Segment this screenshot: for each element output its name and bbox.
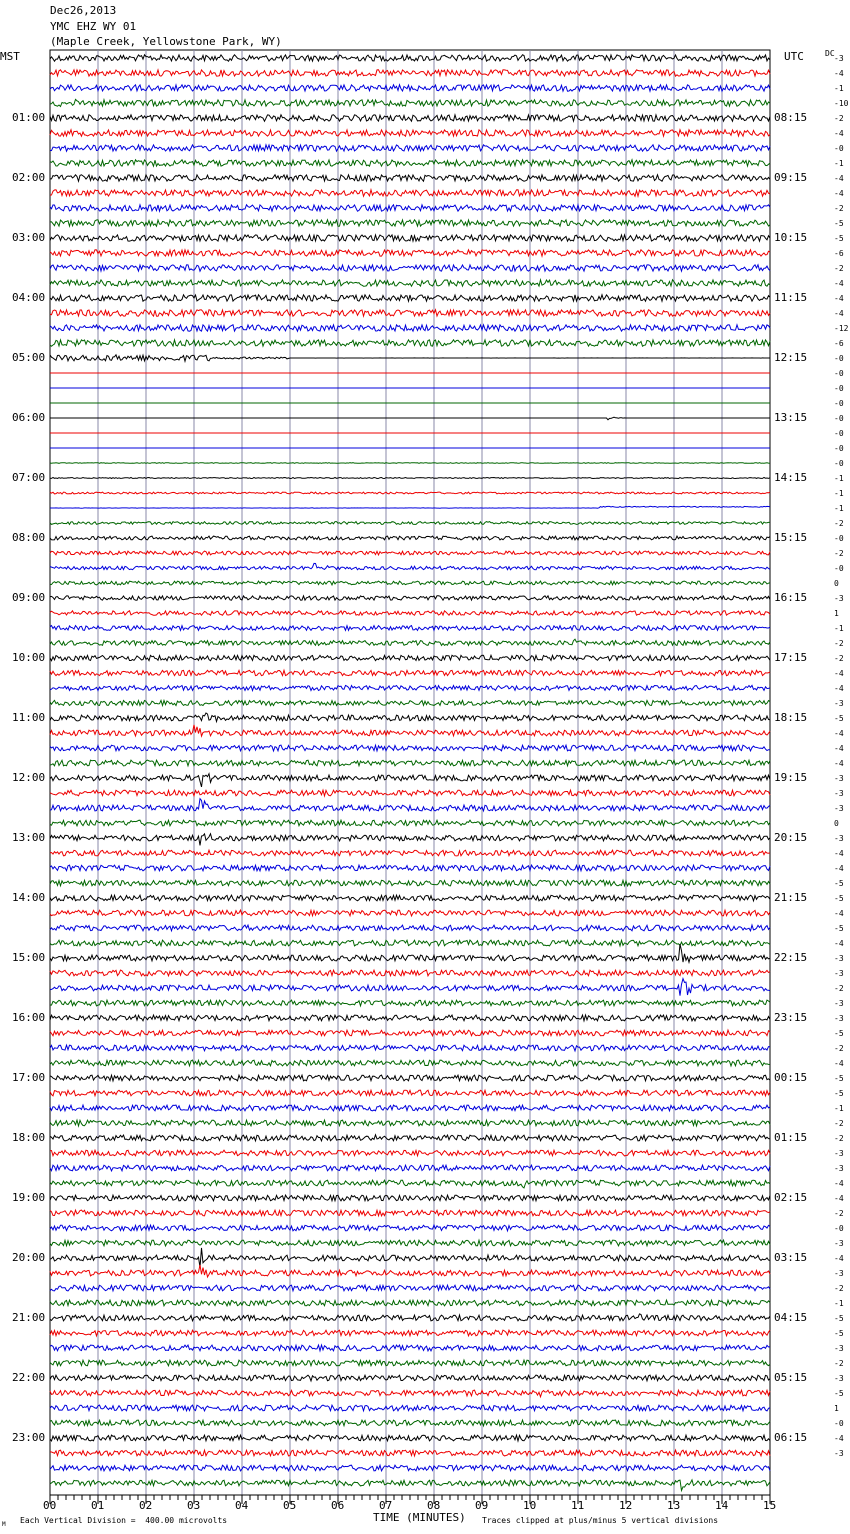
dc-offset-label: -3	[834, 954, 844, 963]
left-hour-label: 07:00	[12, 471, 46, 484]
dc-offset-label: -2	[834, 1284, 844, 1293]
x-tick-label: 08	[427, 1499, 441, 1512]
trace-row	[50, 850, 770, 856]
dc-offset-label: -5	[834, 219, 844, 228]
trace-row	[50, 160, 770, 166]
trace-row	[50, 1265, 770, 1277]
dc-offset-label: -3	[834, 969, 844, 978]
dc-offset-label: -1	[834, 474, 844, 483]
dc-offset-label: -0	[834, 444, 844, 453]
trace-row	[50, 250, 770, 256]
left-hour-label: 01:00	[12, 111, 46, 124]
trace-row	[50, 492, 770, 494]
trace-row	[50, 1345, 770, 1351]
trace-row	[50, 130, 770, 136]
dc-offset-label: -4	[834, 1059, 844, 1068]
right-hour-label: 22:15	[774, 951, 808, 964]
dc-offset-label: -3	[834, 1344, 844, 1353]
dc-offset-label: -4	[834, 939, 844, 948]
trace-row	[50, 1375, 770, 1381]
trace-row	[50, 799, 770, 811]
trace-row	[50, 1405, 770, 1411]
dc-offset-label: -1	[834, 1104, 844, 1113]
dc-offset-label: -5	[834, 1389, 844, 1398]
right-hour-label: 19:15	[774, 771, 808, 784]
trace-row	[50, 581, 770, 585]
dc-offset-label: -4	[834, 669, 844, 678]
trace-row	[50, 506, 770, 508]
right-hour-label: 00:15	[774, 1071, 808, 1084]
trace-row	[50, 1165, 770, 1171]
dc-offset-label: -0	[834, 564, 844, 573]
dc-offset-label: -3	[834, 1374, 844, 1383]
x-tick-label: 04	[235, 1499, 249, 1512]
dc-offset-label: -5	[834, 234, 844, 243]
dc-offset-label: -3	[834, 1269, 844, 1278]
trace-row	[50, 1135, 770, 1141]
left-hour-label: 23:00	[12, 1431, 46, 1444]
trace-row	[50, 1314, 770, 1321]
trace-row	[50, 1225, 770, 1231]
left-hour-label: 18:00	[12, 1131, 46, 1144]
dc-offset-label: -0	[834, 534, 844, 543]
dc-offset-label: -5	[834, 714, 844, 723]
dc-offset-label: -4	[834, 69, 844, 78]
dc-offset-label: -12	[834, 324, 849, 333]
dc-offset-label: -5	[834, 924, 844, 933]
dc-offset-label: -4	[834, 864, 844, 873]
dc-offset-label: -3	[834, 1164, 844, 1173]
trace-row	[50, 310, 770, 316]
trace-row	[50, 1015, 770, 1021]
dc-offset-label: -2	[834, 639, 844, 648]
dc-offset-label: -5	[834, 894, 844, 903]
dc-offset-label: -2	[834, 984, 844, 993]
trace-row	[50, 1045, 770, 1051]
trace-row	[50, 1330, 770, 1336]
trace-row	[50, 626, 770, 631]
trace-row	[50, 355, 770, 361]
right-hour-label: 23:15	[774, 1011, 808, 1024]
left-hour-label: 16:00	[12, 1011, 46, 1024]
dc-offset-label: 0	[834, 579, 839, 588]
dc-offset-label: -4	[834, 1434, 844, 1443]
dc-offset-label: -5	[834, 879, 844, 888]
trace-row	[50, 1435, 770, 1441]
x-tick-label: 11	[571, 1499, 585, 1512]
left-hour-label: 15:00	[12, 951, 46, 964]
trace-row	[50, 725, 770, 736]
dc-offset-label: -1	[834, 1299, 844, 1308]
trace-row	[50, 463, 770, 464]
dc-offset-label: 1	[834, 609, 839, 618]
dc-offset-label: -3	[834, 594, 844, 603]
clip-note: Traces clipped at plus/minus 5 vertical divisions	[482, 1516, 719, 1525]
x-tick-label: 07	[379, 1499, 393, 1512]
right-hour-label: 04:15	[774, 1311, 808, 1324]
trace-row	[50, 417, 770, 420]
trace-row	[50, 655, 770, 660]
trace-row	[50, 1180, 770, 1188]
dc-offset-label: -3	[834, 1239, 844, 1248]
dc-offset-label: -3	[834, 1149, 844, 1158]
dc-offset-label: -3	[834, 1014, 844, 1023]
right-hour-label: 10:15	[774, 231, 808, 244]
trace-row	[50, 551, 770, 555]
trace-row	[50, 596, 770, 600]
dc-offset-label: -2	[834, 114, 844, 123]
right-hour-label: 08:15	[774, 111, 808, 124]
right-hour-label: 21:15	[774, 891, 808, 904]
left-zone-label: MST	[0, 50, 20, 63]
x-tick-label: 15	[763, 1499, 777, 1512]
trace-row	[50, 1465, 770, 1471]
trace-row	[50, 1240, 770, 1246]
dc-offset-label: -1	[834, 159, 844, 168]
left-hour-label: 06:00	[12, 411, 46, 424]
trace-row	[50, 325, 770, 331]
left-hour-label: 11:00	[12, 711, 46, 724]
right-hour-label: 20:15	[774, 831, 808, 844]
x-tick-label: 14	[715, 1499, 729, 1512]
header-date: Dec26,2013	[50, 4, 117, 17]
trace-row	[50, 880, 770, 886]
x-tick-label: 00	[43, 1499, 57, 1512]
trace-row	[50, 940, 770, 946]
x-tick-label: 03	[187, 1499, 201, 1512]
trace-row	[50, 1420, 770, 1426]
trace-row	[50, 670, 770, 675]
dc-offset-label: -3	[834, 999, 844, 1008]
trace-row	[50, 745, 770, 751]
x-tick-label: 13	[667, 1499, 681, 1512]
x-tick-label: 02	[139, 1499, 153, 1512]
dc-offset-label: -4	[834, 684, 844, 693]
x-axis-title: TIME (MINUTES)	[373, 1511, 466, 1524]
right-hour-label: 13:15	[774, 411, 808, 424]
dc-offset-label: -2	[834, 654, 844, 663]
left-hour-label: 19:00	[12, 1191, 46, 1204]
dc-offset-label: -0	[834, 459, 844, 468]
right-hour-label: 11:15	[774, 291, 808, 304]
dc-offset-label: -5	[834, 1029, 844, 1038]
dc-offset-label: -10	[834, 99, 849, 108]
trace-row	[50, 280, 770, 286]
right-hour-label: 06:15	[774, 1431, 808, 1444]
x-tick-label: 09	[475, 1499, 489, 1512]
right-hour-label: 17:15	[774, 651, 808, 664]
left-hour-label: 09:00	[12, 591, 46, 604]
dc-offset-label: -2	[834, 1209, 844, 1218]
dc-offset-label: -4	[834, 759, 844, 768]
dc-offset-label: 0	[834, 819, 839, 828]
trace-row	[50, 70, 770, 76]
left-hour-label: 22:00	[12, 1371, 46, 1384]
dc-offset-label: -4	[834, 294, 844, 303]
trace-row	[50, 979, 770, 996]
left-hour-label: 05:00	[12, 351, 46, 364]
dc-offset-label: -1	[834, 489, 844, 498]
dc-offset-label: -0	[834, 1419, 844, 1428]
trace-row	[50, 1000, 770, 1006]
right-hour-label: 03:15	[774, 1251, 808, 1264]
dc-offset-label: -3	[834, 789, 844, 798]
trace-row	[50, 478, 770, 479]
trace-row	[50, 865, 770, 871]
left-hour-label: 08:00	[12, 531, 46, 544]
dc-offset-label: -2	[834, 264, 844, 273]
trace-row	[50, 611, 770, 616]
dc-offset-label: -4	[834, 909, 844, 918]
dc-offset-label: -4	[834, 729, 844, 738]
dc-offset-label: -3	[834, 804, 844, 813]
dc-offset-label: -2	[834, 549, 844, 558]
trace-row	[50, 639, 770, 645]
right-hour-label: 18:15	[774, 711, 808, 724]
trace-row	[50, 1090, 770, 1096]
dc-offset-label: -4	[834, 129, 844, 138]
trace-row	[50, 340, 770, 346]
dc-offset-label: -2	[834, 1044, 844, 1053]
left-hour-label: 02:00	[12, 171, 46, 184]
trace-row	[50, 145, 770, 151]
x-tick-label: 01	[91, 1499, 105, 1512]
dc-offset-label: -3	[834, 699, 844, 708]
dc-offset-label: -2	[834, 519, 844, 528]
trace-row	[50, 700, 770, 705]
trace-row	[50, 1360, 770, 1366]
trace-row	[50, 1105, 770, 1111]
header-station: YMC EHZ WY 01	[50, 20, 137, 33]
trace-row	[50, 790, 770, 796]
dc-label: DC	[825, 49, 835, 58]
x-tick-label: 05	[283, 1499, 297, 1512]
right-hour-label: 02:15	[774, 1191, 808, 1204]
dc-offset-label: -0	[834, 384, 844, 393]
trace-row	[50, 536, 770, 540]
trace-row	[50, 1195, 770, 1201]
dc-offset-label: -2	[834, 1359, 844, 1368]
dc-offset-label: -4	[834, 744, 844, 753]
trace-row	[50, 55, 770, 61]
dc-offset-label: -1	[834, 624, 844, 633]
dc-offset-label: -0	[834, 429, 844, 438]
dc-offset-label: -0	[834, 414, 844, 423]
dc-offset-label: -2	[834, 204, 844, 213]
dc-offset-label: 1	[834, 1404, 839, 1413]
right-hour-label: 09:15	[774, 171, 808, 184]
dc-offset-label: -3	[834, 834, 844, 843]
trace-row	[50, 99, 770, 106]
trace-row	[50, 774, 770, 787]
trace-row	[50, 895, 770, 901]
trace-row	[50, 1300, 770, 1306]
dc-offset-label: -4	[834, 1254, 844, 1263]
dc-offset-label: -4	[834, 189, 844, 198]
dc-offset-label: -4	[834, 279, 844, 288]
dc-offset-label: -5	[834, 1329, 844, 1338]
trace-row	[50, 1150, 770, 1156]
trace-row	[50, 235, 770, 241]
right-hour-label: 12:15	[774, 351, 808, 364]
left-hour-label: 12:00	[12, 771, 46, 784]
trace-row	[50, 834, 770, 846]
corner-mark: M	[2, 1521, 6, 1528]
trace-row	[50, 190, 770, 196]
scale-note: Each Vertical Division = 400.00 microvolts	[20, 1516, 228, 1525]
left-hour-label: 04:00	[12, 291, 46, 304]
trace-row	[50, 220, 770, 226]
trace-row	[50, 1120, 770, 1126]
trace-row	[50, 1210, 770, 1216]
trace-row	[50, 265, 770, 271]
x-tick-label: 12	[619, 1499, 633, 1512]
dc-offset-label: -2	[834, 1134, 844, 1143]
right-hour-label: 05:15	[774, 1371, 808, 1384]
trace-row	[50, 1450, 770, 1456]
x-tick-label: 06	[331, 1499, 345, 1512]
dc-offset-label: -0	[834, 369, 844, 378]
dc-offset-label: -1	[834, 504, 844, 513]
left-hour-label: 21:00	[12, 1311, 46, 1324]
trace-row	[50, 1060, 770, 1066]
trace-row	[50, 295, 770, 301]
dc-offset-label: -5	[834, 1074, 844, 1083]
trace-row	[50, 713, 770, 722]
dc-offset-label: -0	[834, 399, 844, 408]
dc-offset-label: -3	[834, 774, 844, 783]
trace-row	[50, 1248, 770, 1268]
dc-offset-label: -4	[834, 174, 844, 183]
right-zone-label: UTC	[784, 50, 804, 63]
trace-row	[50, 205, 770, 211]
dc-offset-label: -2	[834, 1119, 844, 1128]
trace-row	[50, 1075, 770, 1081]
left-hour-label: 17:00	[12, 1071, 46, 1084]
trace-row	[50, 522, 770, 525]
dc-offset-label: -3	[834, 1449, 844, 1458]
left-hour-label: 20:00	[12, 1251, 46, 1264]
dc-offset-label: -5	[834, 1314, 844, 1323]
dc-offset-label: -4	[834, 1179, 844, 1188]
dc-offset-label: -4	[834, 309, 844, 318]
right-hour-label: 16:15	[774, 591, 808, 604]
trace-row	[50, 820, 770, 826]
trace-row	[50, 175, 770, 181]
trace-row	[50, 85, 770, 91]
dc-offset-label: -0	[834, 1224, 844, 1233]
trace-row	[50, 1030, 770, 1036]
dc-offset-label: -1	[834, 84, 844, 93]
dc-offset-label: -6	[834, 249, 844, 258]
trace-row	[50, 1390, 770, 1397]
trace-row	[50, 760, 770, 766]
left-hour-label: 10:00	[12, 651, 46, 664]
dc-offset-label: -0	[834, 354, 844, 363]
dc-offset-label: -5	[834, 1089, 844, 1098]
left-hour-label: 03:00	[12, 231, 46, 244]
trace-row	[50, 970, 770, 976]
trace-row	[50, 685, 770, 690]
right-hour-label: 15:15	[774, 531, 808, 544]
trace-row	[50, 115, 770, 121]
trace-row	[50, 563, 770, 569]
dc-offset-label: -4	[834, 1194, 844, 1203]
right-hour-label: 14:15	[774, 471, 808, 484]
trace-row	[50, 910, 770, 916]
trace-row	[50, 1285, 770, 1291]
header-location: (Maple Creek, Yellowstone Park, WY)	[50, 35, 282, 48]
trace-row	[50, 925, 770, 931]
dc-offset-label: -4	[834, 849, 844, 858]
trace-row	[50, 1480, 770, 1491]
left-hour-label: 13:00	[12, 831, 46, 844]
trace-row	[50, 944, 770, 962]
x-tick-label: 10	[523, 1499, 537, 1512]
dc-offset-label: -6	[834, 339, 844, 348]
dc-offset-label: -0	[834, 144, 844, 153]
right-hour-label: 01:15	[774, 1131, 808, 1144]
left-hour-label: 14:00	[12, 891, 46, 904]
dc-offset-label: -3	[834, 54, 844, 63]
